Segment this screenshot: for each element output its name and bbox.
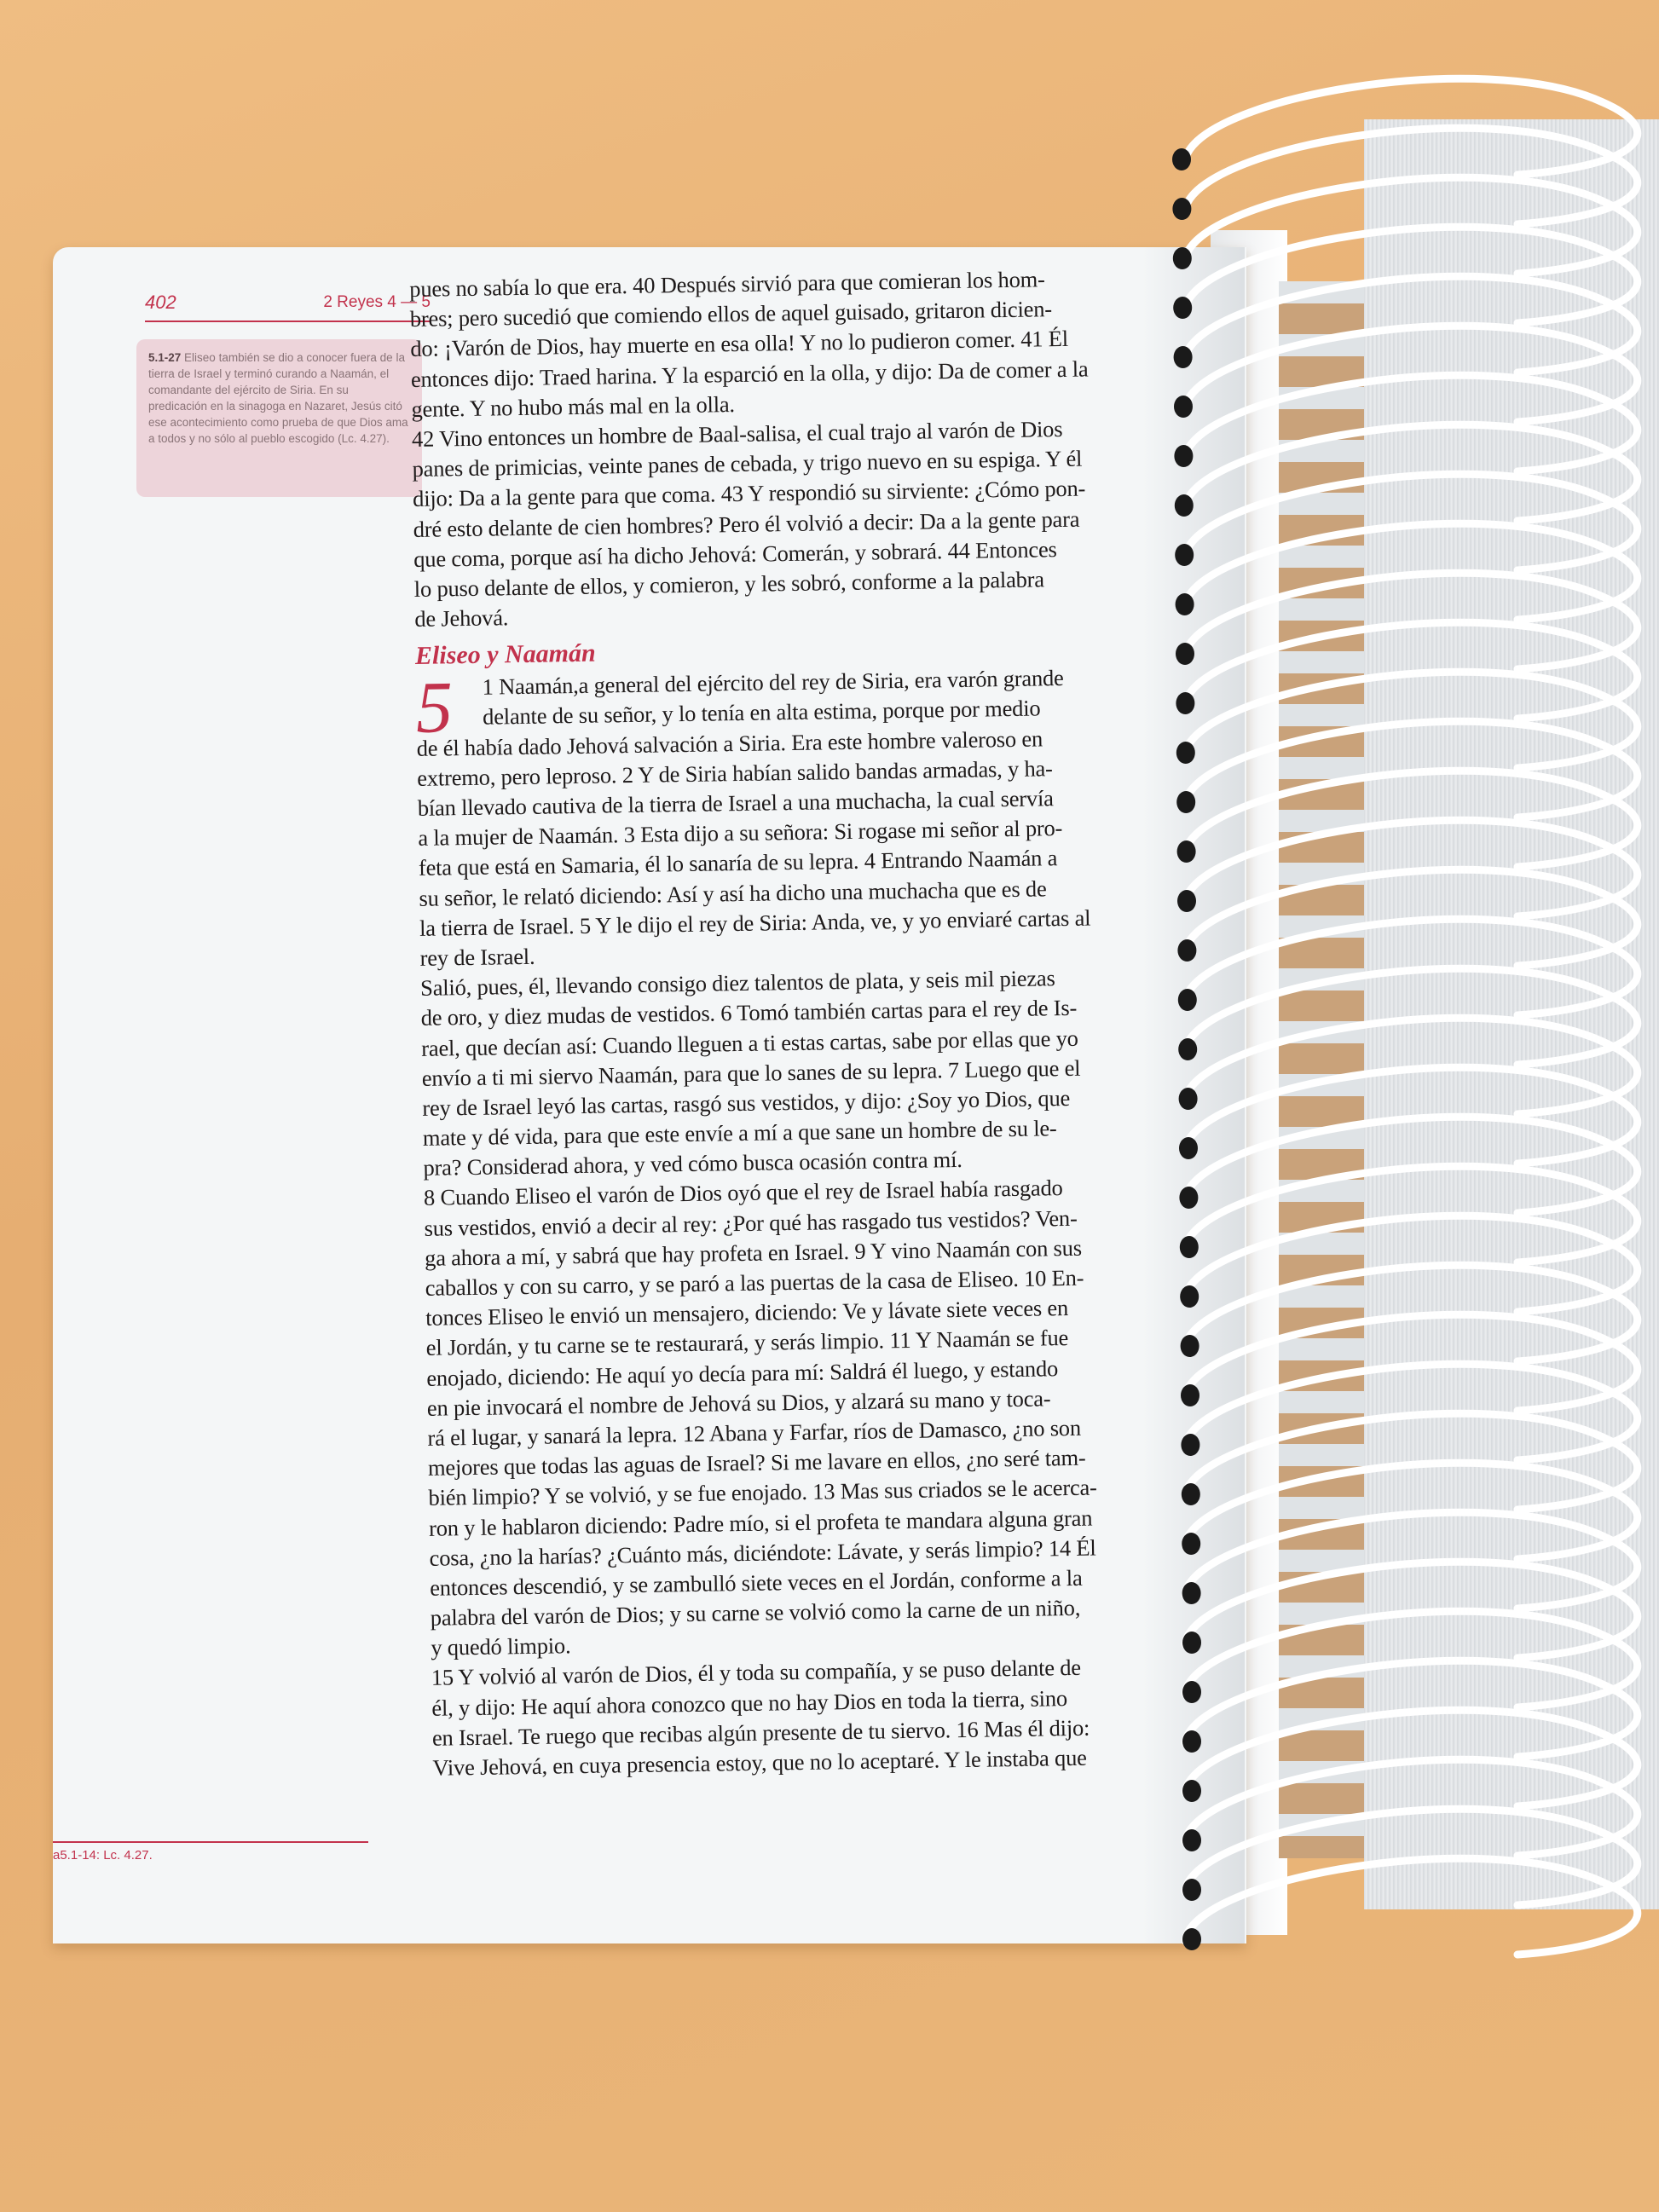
page-number: 402 [145, 292, 176, 313]
text-line: rey de Israel. [419, 943, 535, 971]
text-line: a la mujer de Naamán. 3 Esta dijo a su señora: Si rogase mi señor al pro- [418, 815, 1063, 852]
text-line: de él había dado Jehová salvación a Siria. Era este hombre valeroso en [416, 725, 1043, 761]
spiral-binding [1159, 0, 1659, 2212]
binding-hole [1181, 1434, 1199, 1456]
text-line: feta que está en Samaria, él lo sanaría de su lepra. 4 Entrando Naamán a [418, 845, 1058, 881]
section-heading: Eliseo y Naamán [414, 638, 596, 671]
binding-hole [1182, 1632, 1201, 1654]
text-line: en pie invocará el nombre de Jehová su Dios, y alzará su mano y toca- [426, 1385, 1051, 1421]
running-head: 2 Reyes 4 — 5 [323, 293, 431, 311]
text-line: lo puso delante de ellos, y comieron, y les sobró, conforme a la palabra [413, 566, 1045, 602]
text-line: ron y le hablaron diciendo: Padre mío, si el profeta te mandara alguna gran [428, 1505, 1093, 1541]
text-line: dijo: Da a la gente para que coma. 43 Y respondió su sirviente: ¿Cómo pon- [412, 475, 1086, 512]
binding-hole [1182, 1533, 1200, 1555]
text-line: de oro, y diez mudas de vestidos. 6 Tomó también cartas para el rey de Is- [420, 995, 1078, 1031]
binding-hole [1182, 1730, 1201, 1753]
text-line: mejores que todas las aguas de Israel? Si me lavare en ellos, ¿no seré tam- [427, 1444, 1086, 1481]
text-line: rael, que decían así: Cuando lleguen a ti estas cartas, sabe por ellas que yo [421, 1025, 1078, 1061]
text-line: extremo, pero leproso. 2 Y de Siria habían salido bandas armadas, y ha- [417, 755, 1053, 791]
binding-hole [1178, 989, 1197, 1011]
text-line: él, y dijo: He aquí ahora conozco que no hay Dios en toda la tierra, sino [431, 1684, 1068, 1721]
text-line: en Israel. Te ruego que recibas algún presente de tu siervo. 16 Mas él dijo: [431, 1714, 1090, 1751]
binding-hole [1175, 494, 1194, 517]
binding-hole [1177, 890, 1196, 912]
binding-hole [1172, 148, 1191, 170]
binding-hole [1176, 643, 1194, 665]
binding-hole [1180, 1285, 1199, 1308]
text-line: de Jehová. [414, 604, 509, 632]
text-lines-indent [415, 662, 1149, 734]
text-line: cosa, ¿no la harías? ¿Cuánto más, diciéndote: Lávate, y serás limpio? 14 Él [429, 1534, 1096, 1571]
text-line: Vive Jehová, en cuya presencia estoy, que no lo aceptaré. Y le instaba que [432, 1744, 1087, 1781]
text-line: Salió, pues, él, llevando consigo diez talentos de plata, y seis mil piezas [419, 965, 1055, 1002]
text-line: dré esto delante de cien hombres? Pero él volvió a decir: Da a la gente para [413, 505, 1080, 542]
binding-hole [1176, 692, 1194, 714]
binding-hole [1182, 1780, 1201, 1802]
binding-hole [1182, 1879, 1201, 1901]
binding-hole [1181, 1335, 1199, 1357]
text-line: palabra del varón de Dios; y su carne se volvió como la carne de un niño, [430, 1594, 1081, 1631]
text-line: caballos y con su carro, y se paró a las puertas de la casa de Eliseo. 10 En- [425, 1264, 1084, 1301]
text-lines-body [416, 722, 1165, 1783]
text-line: su señor, le relató diciendo: Así y así ha dicho una muchacha que es de [419, 875, 1047, 911]
binding-hole [1179, 1187, 1198, 1209]
sidenote-box [136, 339, 422, 497]
binding-hole [1182, 1483, 1200, 1505]
text-line: sus vestidos, envió a decir al rey: ¿Por qué has rasgado tus vestidos? Ven- [424, 1204, 1078, 1241]
text-line: bres; pero sucedió que comiendo ellos de aquel guisado, gritaron dicien- [409, 296, 1053, 332]
text-line: 42 Vino entonces un hombre de Baal-salisa, el cual trajo al varón de Dios [411, 415, 1063, 452]
text-line: do: ¡Varón de Dios, hay muerte en esa olla! Y no lo pudieron comer. 41 Él [410, 326, 1069, 362]
sidenote-text: Eliseo también se dio a conocer fuera de la tierra de Israel y terminó curando a Naamán, el comandante del ejército de Siria. En su predicación en la sinagoga en Nazaret, Jesús citó ese acontecimiento como prueba de que Dios ama a todos y no sólo al pueblo escogido (Lc. 4.27). [148, 351, 408, 445]
binding-hole [1178, 1038, 1197, 1060]
text-line: que coma, porque así ha dicho Jehová: Comerán, y sobrará. 44 Entonces [413, 535, 1057, 572]
text-line: 1 Naamán,a general del ejército del rey de Siria, era varón grande [482, 665, 1064, 700]
binding-hole [1175, 544, 1194, 566]
binding-hole [1179, 1088, 1198, 1110]
chapter-number: 5 [415, 666, 454, 749]
binding-hole [1173, 297, 1192, 319]
binding-hole [1173, 247, 1192, 269]
text-line: gente. Y no hubo más mal en la olla. [411, 390, 736, 422]
text-line: delante de su señor, y lo tenía en alta estima, porque por medio [482, 695, 1041, 731]
spiral-coil [1185, 1858, 1638, 1955]
binding-hole [1174, 346, 1193, 368]
text-line: ga ahora a mí, y sabrá que hay profeta en Israel. 9 Y vino Naamán con sus [424, 1234, 1083, 1271]
binding-hole [1177, 939, 1196, 962]
text-line: entonces dijo: Traed harina. Y la esparció en la olla, y dijo: Da de comer a la [410, 355, 1089, 392]
page-header [145, 290, 431, 322]
footnote-rule [53, 1841, 368, 1843]
text-line: tonces Eliseo le envió un mensajero, diciendo: Ve y lávate siete veces en [425, 1295, 1069, 1331]
text-line: 8 Cuando Eliseo el varón de Dios oyó que el rey de Israel había rasgado [423, 1175, 1063, 1211]
binding-hole [1176, 791, 1195, 813]
text-column [409, 263, 1166, 1782]
binding-hole [1182, 1928, 1201, 1950]
binding-hole [1177, 840, 1196, 863]
binding-hole [1176, 742, 1195, 764]
text-line: rey de Israel leyó las cartas, rasgó sus vestidos, y dijo: ¿Soy yo Dios, que [422, 1084, 1071, 1121]
text-line: bién limpio? Y se volvió, y se fue enojado. 13 Mas sus criados se le acerca- [428, 1474, 1097, 1511]
binding-hole [1179, 1137, 1198, 1159]
text-line: el Jordán, y tu carne se te restaurará, y serás limpio. 11 Y Naamán se fue [425, 1325, 1069, 1361]
binding-hole [1182, 1829, 1201, 1851]
footnote: a5.1-14: Lc. 4.27. [53, 1848, 153, 1863]
binding-hole [1182, 1582, 1201, 1604]
binding-hole [1180, 1236, 1199, 1258]
binding-hole [1174, 445, 1193, 467]
binding-hole [1182, 1681, 1201, 1703]
text-line: la tierra de Israel. 5 Y le dijo el rey de Siria: Anda, ve, y yo enviaré cartas al [419, 904, 1091, 941]
text-line: envío a ti mi siervo Naamán, para que lo sanes de su lepra. 7 Luego que el [421, 1054, 1081, 1091]
sidenote-ref: 5.1-27 [148, 351, 182, 364]
text-line: 15 Y volvió al varón de Dios, él y toda su compañía, y se puso delante de [431, 1655, 1082, 1691]
text-line: bían llevado cautiva de la tierra de Israel a una muchacha, la cual servía [417, 785, 1054, 821]
text-line: panes de primicias, veinte panes de cebada, y trigo nuevo en su espiga. Y él [412, 445, 1083, 482]
binding-hole [1174, 396, 1193, 418]
text-line: y quedó limpio. [431, 1632, 571, 1661]
text-lines-top [409, 263, 1148, 634]
text-line: pues no sabía lo que era. 40 Después sirvió para que comieran los hom- [409, 266, 1045, 302]
text-line: enojado, diciendo: He aquí yo decía para mí: Saldrá él luego, y estando [426, 1354, 1059, 1391]
binding-hole [1181, 1384, 1199, 1406]
text-line: entonces descendió, y se zambulló siete veces en el Jordán, conforme a la [429, 1564, 1083, 1601]
text-line: pra? Considerad ahora, y ved cómo busca ocasión contra mí. [423, 1146, 962, 1181]
text-line: rá el lugar, y sanará la lepra. 12 Abana y Farfar, ríos de Damasco, ¿no son [427, 1414, 1082, 1451]
binding-hole [1172, 198, 1191, 220]
binding-hole [1176, 593, 1194, 615]
text-line: mate y dé vida, para que este envíe a mí a que sane un hombre de su le- [422, 1115, 1057, 1151]
